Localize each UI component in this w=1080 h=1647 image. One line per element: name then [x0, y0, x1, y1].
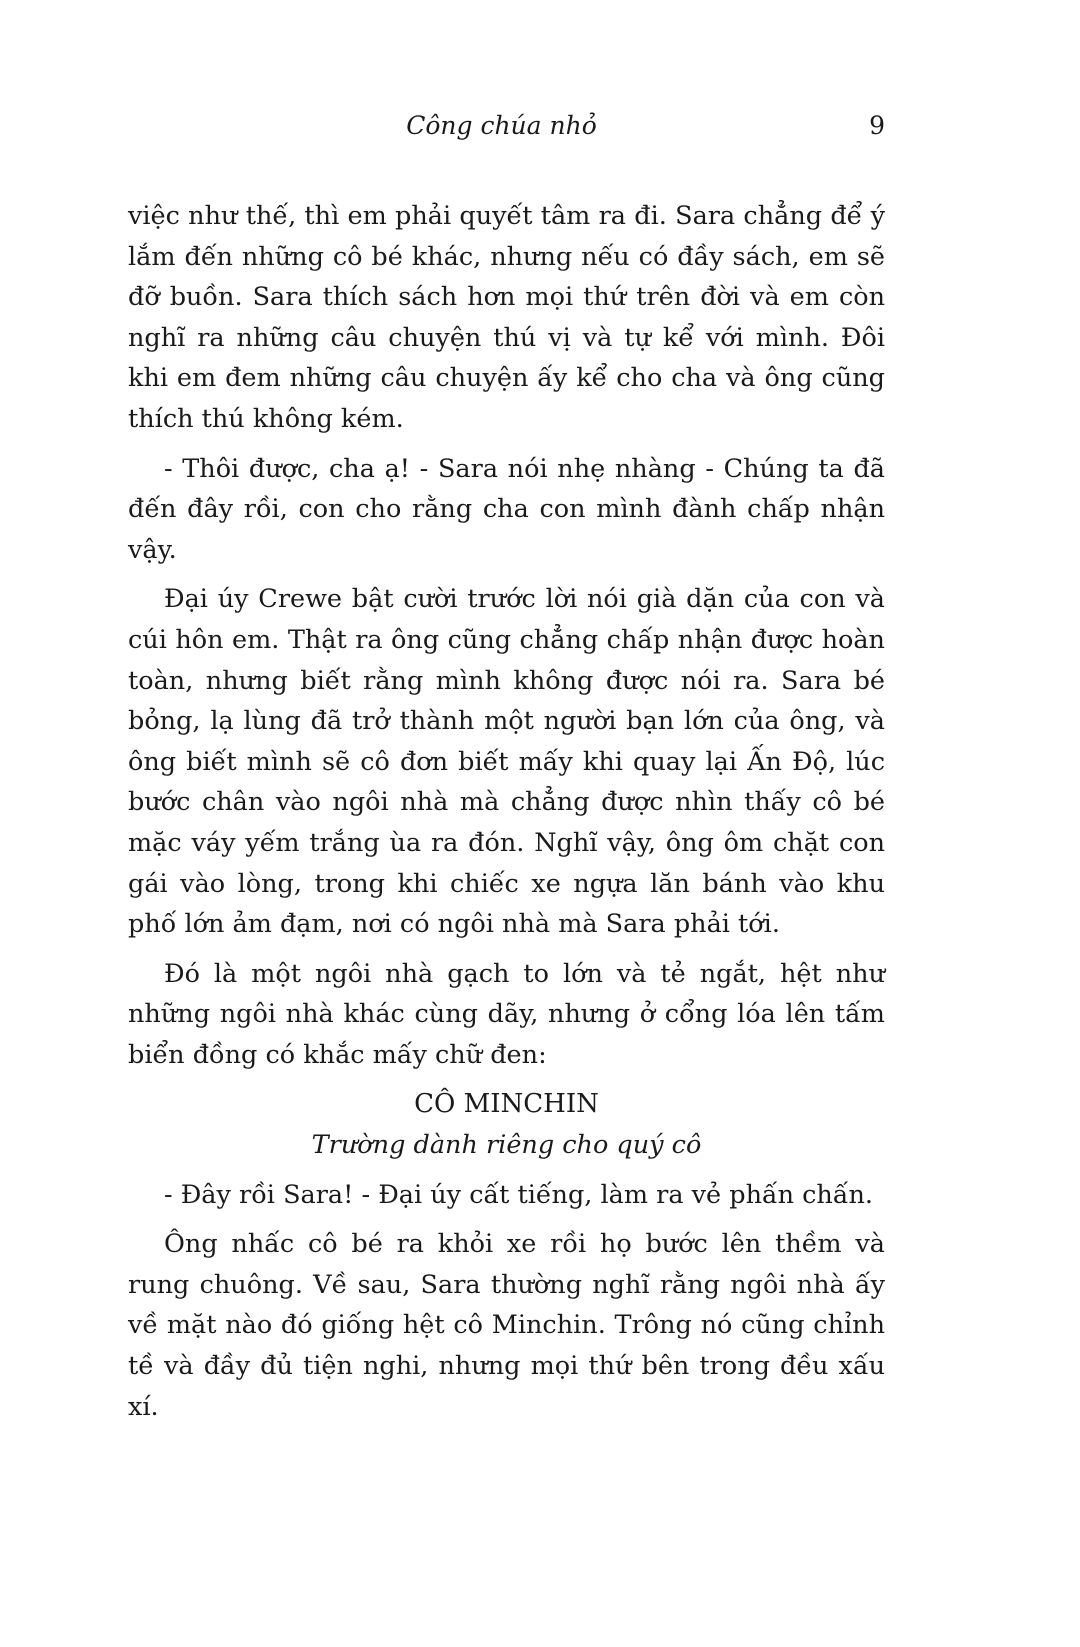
- paragraph-continued: việc như thế, thì em phải quyết tâm ra đi. Sara chẳng để ý lắm đến những cô bé khác, nhưng nếu có đầy sách, em sẽ đỡ buồn. Sara thích sách hơn mọi thứ trên đời và em còn nghĩ ra những câu chuyện thú vị và tự kể với mình. Đôi khi em đem những câu chuyện ấy kể cho cha và ông cũng thích thú không kém.: [128, 201, 885, 434]
- page-number: 9: [869, 111, 885, 140]
- body-text: [128, 196, 885, 1436]
- sign-subtitle: Trường dành riêng cho quý cô: [311, 1130, 702, 1161]
- paragraph-house-description: Đó là một ngôi nhà gạch to lớn và tẻ ngắt, hệt như những ngôi nhà khác cùng dãy, nhưng ở cổng lóa lên tấm biển đồng có khắc mấy chữ đen:: [128, 958, 885, 1070]
- sign-title: CÔ MINCHIN: [414, 1089, 599, 1120]
- paragraph-arrival: Ông nhấc cô bé ra khỏi xe rồi họ bước lên thềm và rung chuông. Về sau, Sara thường nghĩ rằng ngôi nhà ấy về mặt nào đó giống hệt cô Minchin. Trông nó cũng chỉnh tề và đầy đủ tiện nghi, nhưng mọi thứ bên trong đều xấu xí.: [128, 1229, 885, 1422]
- paragraph-captain-crewe: Đại úy Crewe bật cười trước lời nói già dặn của con và cúi hôn em. Thật ra ông cũng chẳng chấp nhận được hoàn toàn, nhưng biết rằng mình không được nói ra. Sara bé bỏng, lạ lùng đã trở thành một người bạn lớn của ông, và ông biết mình sẽ cô đơn biết mấy khi quay lại Ấn Độ, lúc bước chân vào ngôi nhà mà chẳng được nhìn thấy cô bé mặc váy yếm trắng ùa ra đón. Nghĩ vậy, ông ôm chặt con gái vào lòng, trong khi chiếc xe ngựa lăn bánh vào khu phố lớn ảm đạm, nơi có ngôi nhà mà Sara phải tới.: [128, 584, 885, 940]
- paragraph-dialogue-captain: - Đây rồi Sara! - Đại úy cất tiếng, làm ra vẻ phấn chấn.: [164, 1179, 874, 1210]
- page-header: [128, 104, 885, 148]
- brass-sign: [128, 1084, 885, 1165]
- running-title: Công chúa nhỏ: [406, 111, 597, 140]
- paragraph-dialogue-sara: - Thôi được, cha ạ! - Sara nói nhẹ nhàng - Chúng ta đã đến đây rồi, con cho rằng cha con mình đành chấp nhận vậy.: [128, 453, 885, 565]
